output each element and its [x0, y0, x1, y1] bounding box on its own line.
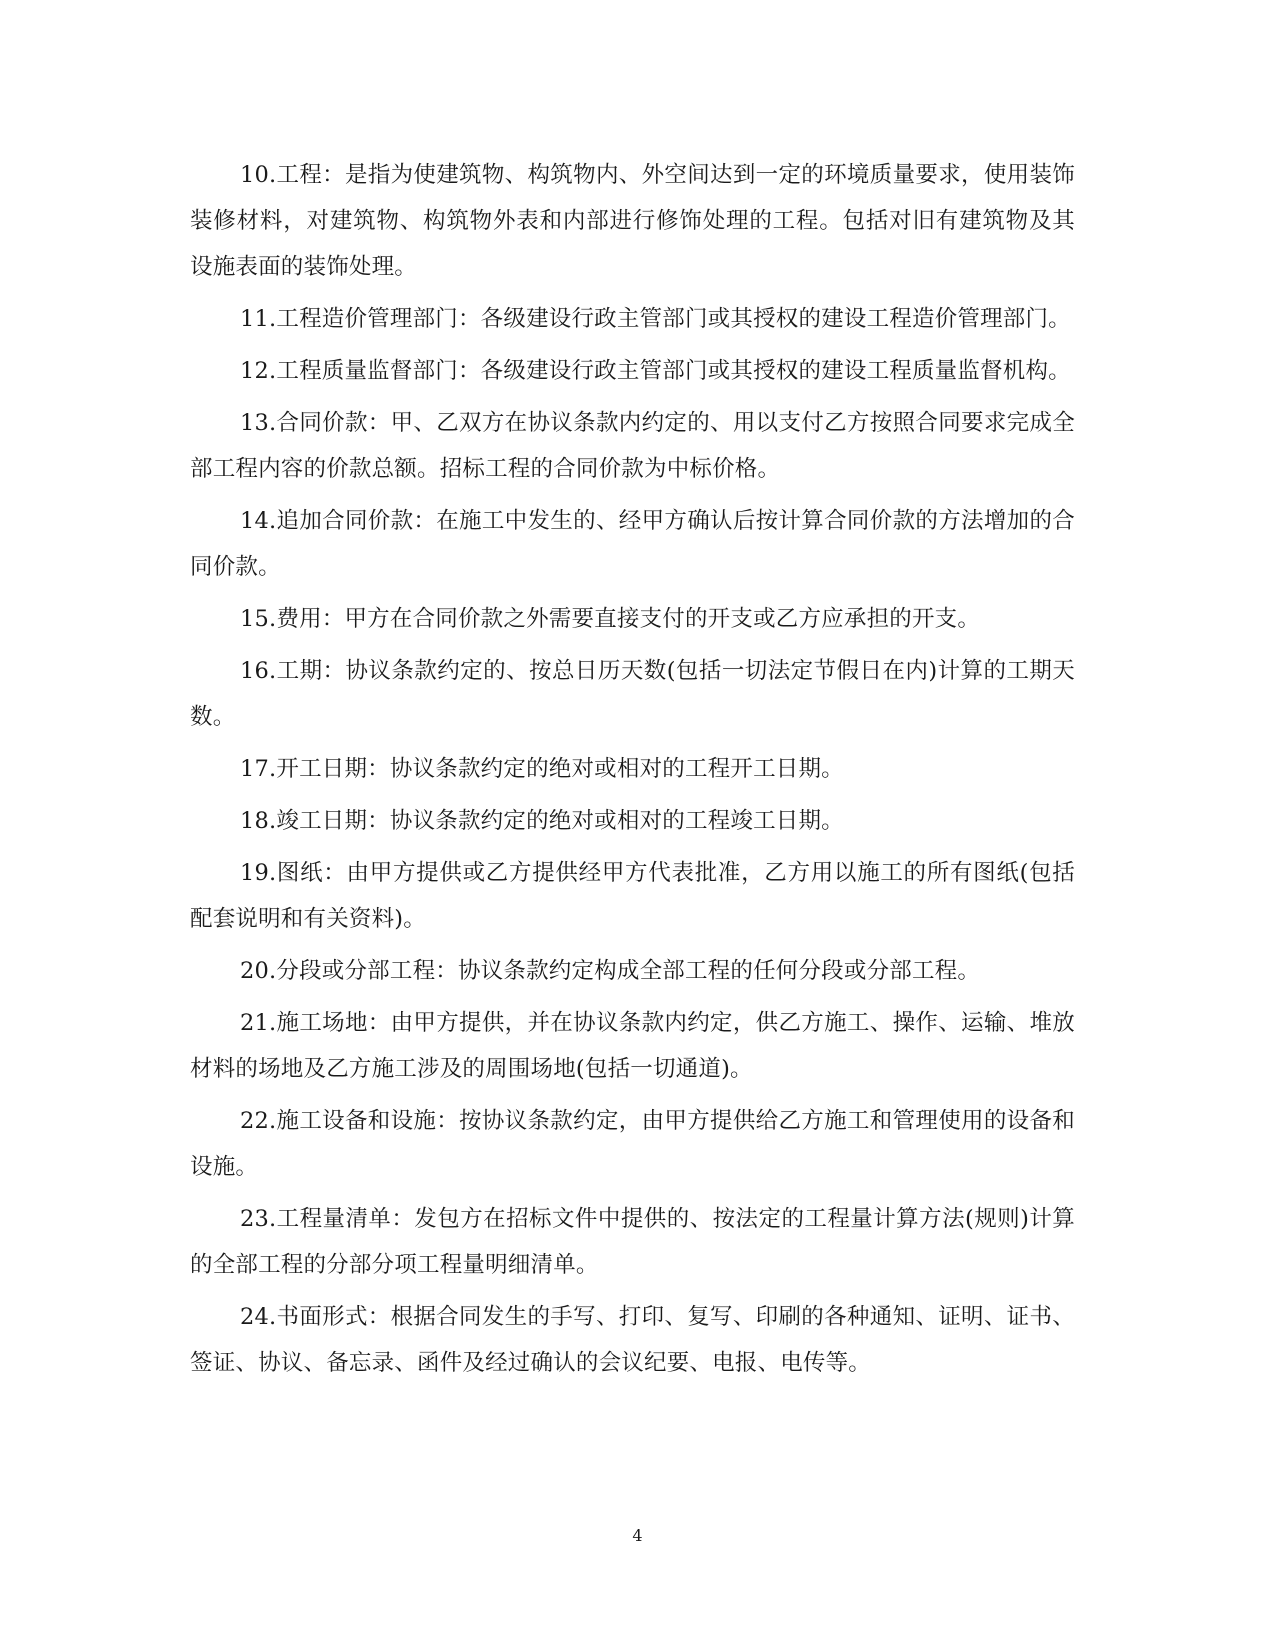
paragraph-19: 19.图纸：由甲方提供或乙方提供经甲方代表批准，乙方用以施工的所有图纸(包括配套说明和有关资料)。 [190, 860, 1075, 932]
paragraph-15: 15.费用：甲方在合同价款之外需要直接支付的开支或乙方应承担的开支。 [240, 606, 981, 632]
document-body [190, 152, 1075, 1392]
paragraph-11: 11.工程造价管理部门：各级建设行政主管部门或其授权的建设工程造价管理部门。 [240, 306, 1071, 332]
paragraph-13: 13.合同价款：甲、乙双方在协议条款内约定的、用以支付乙方按照合同要求完成全部工程内容的价款总额。招标工程的合同价款为中标价格。 [190, 410, 1075, 482]
page-number: 4 [632, 1526, 643, 1545]
paragraph-12: 12.工程质量监督部门：各级建设行政主管部门或其授权的建设工程质量监督机构。 [240, 358, 1071, 384]
paragraph-18: 18.竣工日期：协议条款约定的绝对或相对的工程竣工日期。 [240, 808, 844, 834]
paragraph-16: 16.工期：协议条款约定的、按总日历天数(包括一切法定节假日在内)计算的工期天数。 [190, 658, 1075, 730]
paragraph-14: 14.追加合同价款：在施工中发生的、经甲方确认后按计算合同价款的方法增加的合同价款。 [190, 508, 1075, 580]
paragraph-20: 20.分段或分部工程：协议条款约定构成全部工程的任何分段或分部工程。 [240, 958, 981, 984]
paragraph-10: 10.工程：是指为使建筑物、构筑物内、外空间达到一定的环境质量要求，使用装饰装修材料，对建筑物、构筑物外表和内部进行修饰处理的工程。包括对旧有建筑物及其设施表面的装饰处理。 [190, 162, 1075, 280]
paragraph-17: 17.开工日期：协议条款约定的绝对或相对的工程开工日期。 [240, 756, 844, 782]
paragraph-22: 22.施工设备和设施：按协议条款约定，由甲方提供给乙方施工和管理使用的设备和设施。 [190, 1108, 1075, 1180]
paragraph-23: 23.工程量清单：发包方在招标文件中提供的、按法定的工程量计算方法(规则)计算的全部工程的分部分项工程量明细清单。 [190, 1206, 1075, 1278]
paragraph-21: 21.施工场地：由甲方提供，并在协议条款内约定，供乙方施工、操作、运输、堆放材料的场地及乙方施工涉及的周围场地(包括一切通道)。 [190, 1010, 1075, 1082]
paragraph-24: 24.书面形式：根据合同发生的手写、打印、复写、印刷的各种通知、证明、证书、签证、协议、备忘录、函件及经过确认的会议纪要、电报、电传等。 [190, 1304, 1075, 1376]
